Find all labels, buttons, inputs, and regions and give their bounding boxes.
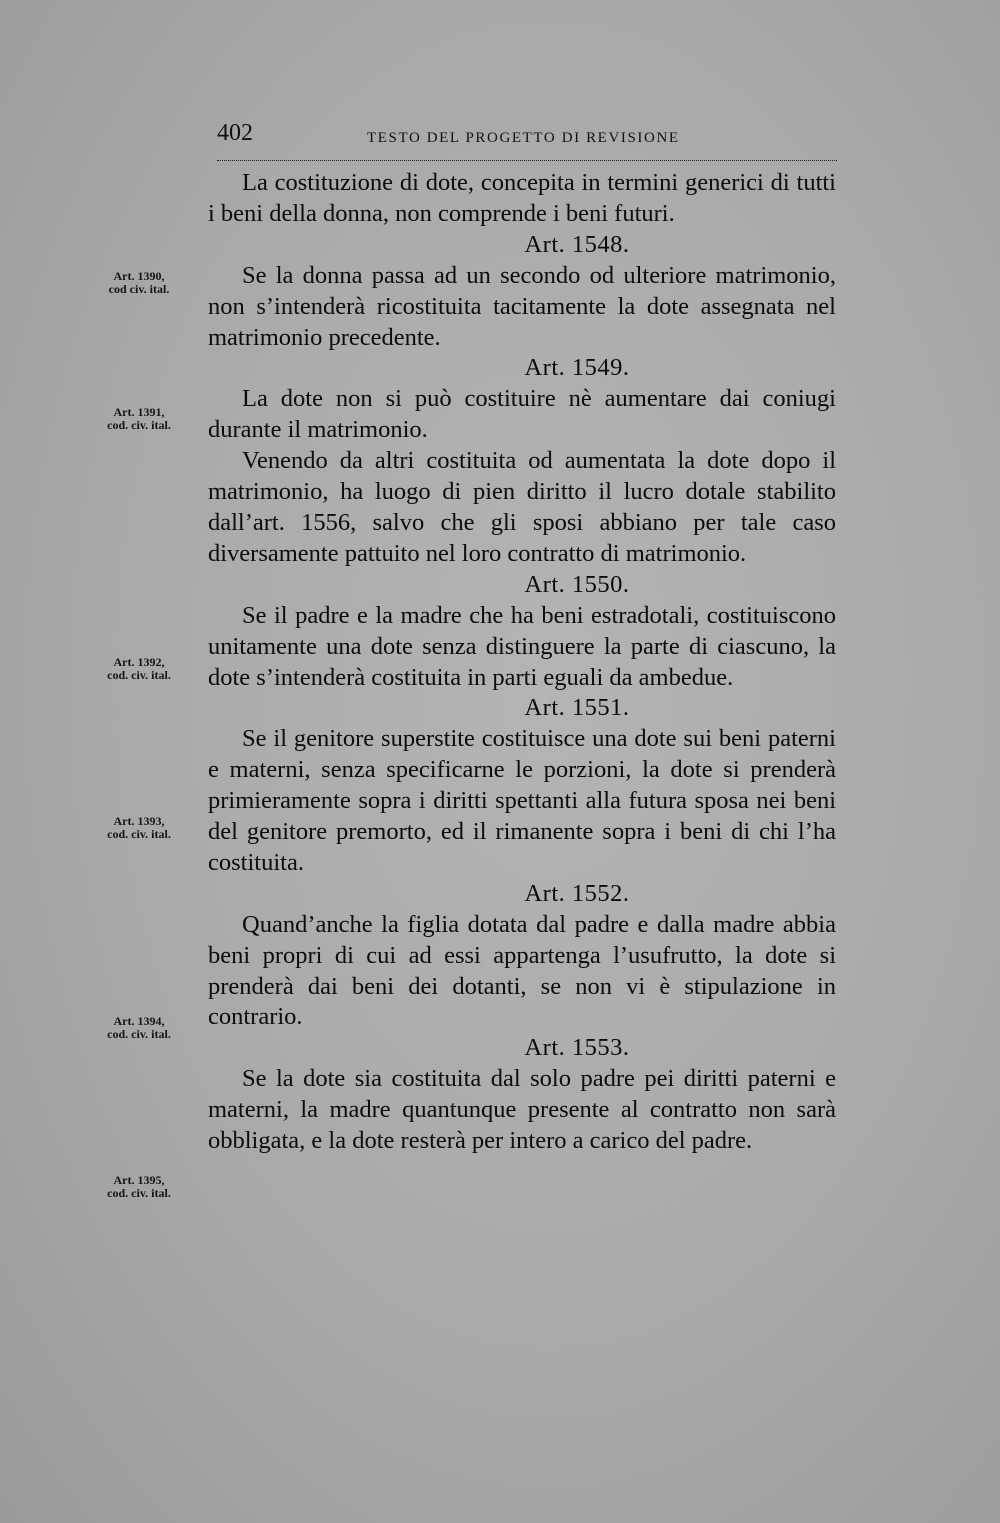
page-number: 402 — [217, 120, 253, 146]
running-head — [217, 120, 837, 161]
margin-note — [80, 815, 198, 841]
paragraph: Se il padre e la madre che ha beni estradotali, costituiscono unitamente una dote senza distinguere la parte di ciascuno, la dote s’intenderà costituita in parti eguali da ambedue. — [208, 601, 836, 691]
paragraph: Se la donna passa ad un secondo od ulteriore matrimonio, non s’intenderà ricostituita tacitamente la dote assegnata nel matrimonio precedente. — [208, 261, 836, 351]
margin-note-article: Art. 1391, — [113, 405, 165, 419]
article-heading: Art. 1551. — [524, 694, 630, 722]
running-title: TESTO DEL PROGETTO DI REVISIONE — [367, 130, 680, 146]
margin-note — [80, 1174, 198, 1200]
paragraph: La costituzione di dote, concepita in termini generici di tutti i beni della donna, non comprende i beni futuri. — [208, 169, 836, 227]
paragraph: Se la dote sia costituita dal solo padre pei diritti paterni e materni, la madre quantunque presente al contratto non sarà obbligata, e la dote resterà per intero a carico del padre. — [208, 1065, 836, 1155]
paragraph: La dote non si può costituire nè aumentare dai coniugi durante il matrimonio. — [208, 385, 836, 444]
margin-note-article: Art. 1393, — [113, 814, 165, 828]
margin-note-code: cod. civ. ital. — [107, 827, 171, 841]
article-heading: Art. 1552. — [524, 879, 630, 907]
margin-note-article: Art. 1395, — [113, 1173, 165, 1187]
margin-note-article: Art. 1392, — [113, 655, 165, 669]
paragraph: Quand’anche la figlia dotata dal padre e dalla madre abbia beni propri di cui ad essi appartenga l’usufrutto, la dote si prenderà dai beni dei dotanti, se non vi è stipulazione in contrario. — [208, 910, 836, 1031]
margin-note-code: cod. civ. ital. — [107, 1186, 171, 1200]
margin-note — [80, 406, 198, 432]
paragraph: Venendo da altri costituita od aumentata la dote dopo il matrimonio, ha luogo di pien diritto il lucro dotale stabilito dall’art. 1556, salvo che gli sposi abbiano per tale caso diversamente pattuito nel loro contratto di matrimonio. — [208, 447, 836, 567]
article-heading: Art. 1550. — [524, 570, 630, 598]
margin-note-code: cod civ. ital. — [108, 282, 170, 296]
margin-note-code: cod. civ. ital. — [107, 1027, 171, 1041]
margin-note-article: Art. 1394, — [113, 1014, 165, 1028]
margin-note-code: cod. civ. ital. — [107, 668, 171, 682]
article-heading: Art. 1548. — [524, 230, 630, 258]
margin-note — [80, 1015, 198, 1041]
paragraph: Se il genitore superstite costituisce una dote sui beni paterni e materni, senza specificarne le porzioni, la dote si prenderà primieramente sopra i diritti spettanti alla futura sposa nei beni del genitore premorto, ed il rimanente sopra i beni di chi l’ha costituita. — [208, 725, 836, 876]
margin-note — [80, 270, 198, 296]
article-heading: Art. 1549. — [524, 354, 630, 382]
margin-note — [80, 656, 198, 682]
margin-note-article: Art. 1390, — [113, 269, 165, 283]
margin-note-code: cod. civ. ital. — [107, 418, 171, 432]
article-heading: Art. 1553. — [524, 1034, 630, 1062]
body-text — [208, 168, 836, 1157]
